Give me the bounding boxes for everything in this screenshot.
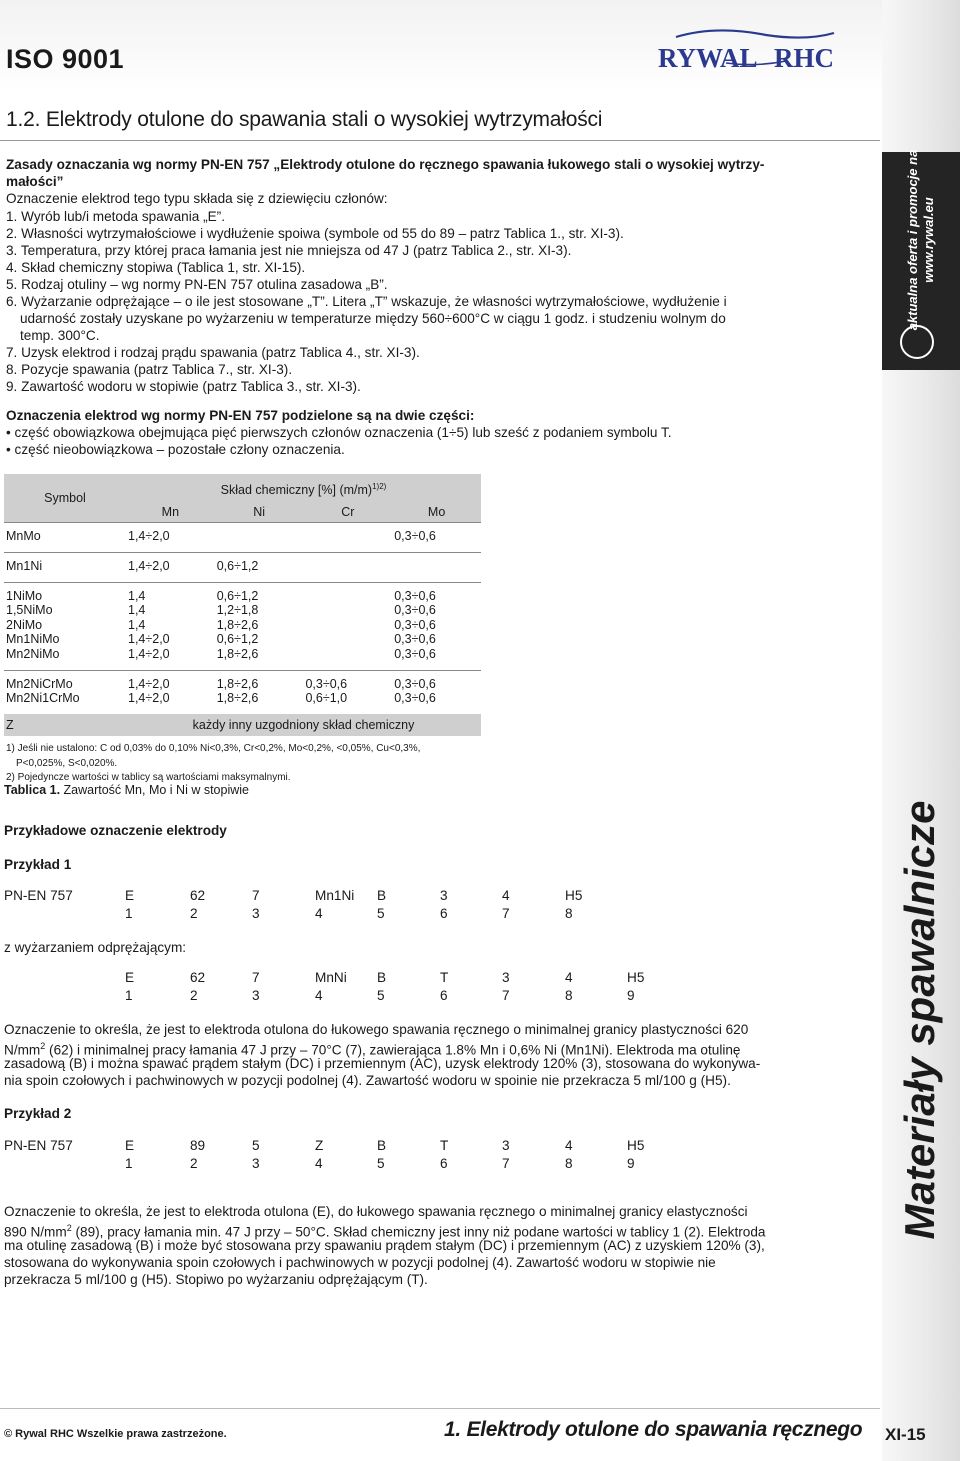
example-2-prefix: 890 N/mm <box>4 1224 67 1240</box>
cell-value: 0,6÷1,0 <box>305 691 348 706</box>
cell-symbol: Mn2Ni1CrMo <box>6 691 80 706</box>
ex1-code-9: H5 <box>565 888 583 903</box>
ex2-code-7: T <box>440 1138 449 1153</box>
table-row <box>4 632 481 647</box>
symbol-header: Symbol <box>44 490 86 505</box>
cell-value: 1,4 <box>128 603 146 618</box>
table-z-row <box>4 714 481 737</box>
ex1b-code-3: 7 <box>252 970 260 985</box>
footnote-2: 2) Pojedyncze wartości w tablicy są wartościami maksymalnymi. <box>6 772 291 784</box>
rywal-logo <box>656 27 846 77</box>
intro-item-7: 7. Uzysk elektrod i rodzaj prądu spawania (patrz Tablica 4., str. XI-3). <box>6 345 420 360</box>
example-2-desc-line5: przekracza 5 ml/100 g (H5). Stopiwo po wyżarzaniu odprężającym (T). <box>4 1272 428 1287</box>
example-2-desc-line2-text: (89), pracy łamania min. 47 J przy – 50°C. Skład chemiczny jest inny niż podane wartości w tablicy 1 (2). Elektroda <box>75 1224 766 1240</box>
logo-text-right: RHC <box>774 43 834 73</box>
group-header: Skład chemiczny [%] $(m/m)^{1)2)}$ <box>220 482 387 498</box>
table-header-row <box>4 474 481 502</box>
table-row <box>4 618 481 633</box>
cell-value <box>303 523 392 553</box>
ex1-code-3: 62 <box>190 888 206 903</box>
table-row <box>4 582 481 603</box>
z-text: każdy inny uzgodniony skład chemiczny <box>192 717 415 732</box>
division-bullet-2: • część nieobowiązkowa – pozostałe człony oznaczenia. <box>6 442 345 457</box>
example-2-desc-line4: stosowana do wykonywania spoin czołowych i pachwinowych w pozycji podolnej (4). Zawartość wodoru w stopiwie nie <box>4 1255 716 1270</box>
ex2-code-10: H5 <box>627 1138 645 1153</box>
cell-value: 1,4÷2,0 <box>128 691 170 706</box>
ex1b-code-9: H5 <box>627 970 645 985</box>
sidebar-vertical-title: Materiały spawalnicze <box>896 800 943 1240</box>
cell-value: 1,4 <box>128 588 146 603</box>
intro-item-9: 9. Zawartość wodoru w stopiwie (patrz Tablica 3., str. XI-3). <box>6 379 361 394</box>
ex2-num-5: 5 <box>377 1156 385 1171</box>
ex2-num-7: 7 <box>502 1156 510 1171</box>
ex1-code-4: 7 <box>252 888 260 903</box>
table-row <box>4 552 481 582</box>
cell-value: 1,8÷2,6 <box>216 646 259 661</box>
col-header-mo: Mo <box>427 504 446 519</box>
ex1-num-4: 4 <box>315 906 323 921</box>
division-heading: Oznaczenia elektrod wg normy PN-EN 757 podzielone są na dwie części: <box>6 408 475 423</box>
cell-symbol: MnMo <box>6 529 41 544</box>
ex2-num-8: 8 <box>565 1156 573 1171</box>
ex2-code-5: Z <box>315 1138 324 1153</box>
cell-value <box>215 523 304 553</box>
intro-item-4: 4. Skład chemiczny stopiwa (Tablica 1, str. XI-15). <box>6 260 306 275</box>
cell-symbol: 1NiMo <box>6 588 43 603</box>
cell-value: 1,4÷2,0 <box>128 646 170 661</box>
example-section-heading: Przykładowe oznaczenie elektrody <box>4 823 227 838</box>
title-rule <box>0 140 880 141</box>
ex2-num-9: 9 <box>627 1156 635 1171</box>
example-1-desc-line2-text: (62) i minimalnej pracy łamania 47 J przy – 70°C (7), zawierająca 1.8% Mn i 0,6% Ni (Mn1Ni). Elektroda ma otulinę <box>49 1042 741 1058</box>
ex2-num-1: 1 <box>125 1156 133 1171</box>
ex1b-code-1: E <box>125 970 135 985</box>
ex1-num-8: 8 <box>565 906 573 921</box>
cell-value: 0,6÷1,2 <box>216 588 259 603</box>
page-title: 1.2. Elektrody otulone do spawania stali o wysokiej wytrzymałości <box>6 108 603 131</box>
example-1-desc-line4: nia spoin czołowych i pachwinowych w pozycji podolnej (4). Zawartość wodoru w spoinie nie przekracza 5 ml/100 g (H5). <box>4 1073 731 1088</box>
cell-value: 0,3÷0,6 <box>394 617 436 632</box>
division-bullet-1: • część obowiązkowa obejmująca pięć pierwszych członów oznaczenia (1÷5) lub sześć z podaniem symbolu T. <box>6 425 672 440</box>
cell-value <box>303 552 392 582</box>
ex1b-num-7: 7 <box>502 988 510 1003</box>
promo-url[interactable]: www.rywal.eu <box>921 197 936 283</box>
unit-sup-2: 2 <box>66 1223 72 1233</box>
table-caption <box>4 782 249 799</box>
ex1b-code-6: T <box>440 970 449 985</box>
cell-value <box>303 603 392 618</box>
ex1b-num-8: 8 <box>565 988 573 1003</box>
promo-text[interactable] <box>905 150 937 331</box>
cell-value: 1,4 <box>128 617 146 632</box>
cell-symbol: Mn1Ni <box>6 558 43 573</box>
cell-symbol: Mn2NiCrMo <box>6 676 73 691</box>
cell-value <box>303 618 392 633</box>
ex1b-num-1: 1 <box>125 988 133 1003</box>
col-header-mn: Mn <box>161 504 180 519</box>
ex1b-num-9: 9 <box>627 988 635 1003</box>
table-caption-label: Tablica 1. <box>4 783 61 797</box>
footer-copyright: © Rywal RHC Wszelkie prawa zastrzeżone. <box>4 1428 227 1440</box>
cell-symbol: 2NiMo <box>6 617 43 632</box>
cell-value <box>303 647 392 670</box>
table-footnotes-row <box>4 736 481 786</box>
cell-symbol: Mn2NiMo <box>6 646 60 661</box>
ex2-num-2: 2 <box>190 1156 198 1171</box>
ex1-code-8: 4 <box>502 888 510 903</box>
ex2-num-6: 6 <box>440 1156 448 1171</box>
ex1-code-1: PN-EN 757 <box>4 888 73 903</box>
cell-value: 1,4÷2,0 <box>128 632 170 647</box>
example-1-desc-line3: zasadową (B) i można spawać prądem stałym (DC) i przemiennym (AC), uzysk elektrody 120% (3), stosowana do wykonywa- <box>4 1056 761 1071</box>
table-caption-text: Zawartość Mn, Mo i Ni w stopiwie <box>60 783 249 797</box>
ex1-num-5: 5 <box>377 906 385 921</box>
ex1b-code-2: 62 <box>190 970 206 985</box>
footer-chapter: 1. Elektrody otulone do spawania ręcznego <box>444 1418 863 1441</box>
cell-value: 1,8÷2,6 <box>216 617 259 632</box>
ex1-num-1: 1 <box>125 906 133 921</box>
intro-heading-line1: Zasady oznaczania wg normy PN-EN 757 „Elektrody otulone do ręcznego spawania łukowego stali o wysokiej wytrzy- <box>6 157 765 172</box>
table-row <box>4 647 481 670</box>
intro-item-5: 5. Rodzaj otuliny – wg normy PN-EN 757 otulina zasadowa „B”. <box>6 277 388 292</box>
footnote-1-line2: P<0,025%, S<0,020%. <box>16 757 118 769</box>
example-2-title: Przykład 2 <box>4 1106 72 1121</box>
ex2-num-4: 4 <box>315 1156 323 1171</box>
example-2-desc-line3: ma otulinę zasadową (B) i może być stosowana przy spawaniu prądem stałym (DC) i przemiennym (AC) z uzyskiem 120% (3), <box>4 1238 765 1253</box>
ex1-num-7: 7 <box>502 906 510 921</box>
cell-symbol: Mn1NiMo <box>6 632 60 647</box>
footnote-1-line1: 1) Jeśli nie ustalono: C od 0,03% do 0,10% Ni<0,3%, Cr<0,2%, Mo<0,2%, <0,05%, Cu<0,3%, <box>6 743 421 755</box>
example-1-annealed-label: z wyżarzaniem odprężającym: <box>4 940 187 955</box>
intro-item-8: 8. Pozycje spawania (patrz Tablica 7., str. XI-3). <box>6 362 293 377</box>
cell-value: 1,4÷2,0 <box>128 558 170 573</box>
intro-item-1: 1. Wyrób lub/i metoda spawania „E”. <box>6 209 225 224</box>
page-number: XI-15 <box>885 1425 926 1444</box>
table-row <box>4 691 481 714</box>
cell-value <box>303 632 392 647</box>
ex2-code-9: 4 <box>565 1138 573 1153</box>
cell-value: 1,4÷2,0 <box>128 529 170 544</box>
intro-heading-line2: małości” <box>6 174 64 189</box>
intro-item-3: 3. Temperatura, przy której praca łamania jest nie mniejsza od 47 J (patrz Tablica 2., str. XI-3). <box>6 243 572 258</box>
ex2-code-4: 5 <box>252 1138 260 1153</box>
ex1-num-2: 2 <box>190 906 198 921</box>
cell-value: 0,6÷1,2 <box>216 558 259 573</box>
intro-lead: Oznaczenie elektrod tego typu składa się z dziewięciu członów: <box>6 191 388 206</box>
ex1-num-6: 6 <box>440 906 448 921</box>
cell-symbol: 1,5NiMo <box>6 603 53 618</box>
ex1b-code-7: 3 <box>502 970 510 985</box>
ex2-num-3: 3 <box>252 1156 260 1171</box>
intro-item-6-cont1: udarność zostały uzyskane po wyżarzeniu w temperaturze między 560÷600°C w ciągu 1 godz. i studzeniu wolnym do <box>20 311 726 326</box>
ex1-code-2: E <box>125 888 135 903</box>
unit-sup: 2 <box>40 1041 46 1051</box>
table-row <box>4 603 481 618</box>
intro-item-2: 2. Własności wytrzymałościowe i wydłużenie spoiwa (symbole od 55 do 89 – patrz Tablica 1., str. XI-3). <box>6 226 624 241</box>
z-symbol: Z <box>6 717 14 732</box>
right-sidebar <box>882 0 960 1461</box>
www-badge-icon <box>900 325 934 359</box>
cell-value: 0,3÷0,6 <box>305 676 348 691</box>
col-header-ni: Ni <box>253 504 265 519</box>
cell-value <box>392 552 481 582</box>
cell-value: 0,3÷0,6 <box>394 632 436 647</box>
ex1b-num-5: 5 <box>377 988 385 1003</box>
cell-value: 0,3÷0,6 <box>394 529 436 544</box>
ex1b-num-6: 6 <box>440 988 448 1003</box>
promo-line1: aktualna oferta i promocje na <box>905 149 920 331</box>
cell-value: 1,8÷2,6 <box>216 676 259 691</box>
ex2-code-2: E <box>125 1138 135 1153</box>
cell-value: 0,3÷0,6 <box>394 588 436 603</box>
table-row <box>4 670 481 691</box>
table-footnotes <box>4 736 481 786</box>
example-1-title: Przykład 1 <box>4 857 72 872</box>
ex1b-num-2: 2 <box>190 988 198 1003</box>
example-2-desc-line1: Oznaczenie to określa, że jest to elektroda otulona (E), do łukowego spawania ręcznego o minimalnej granicy elastyczności <box>4 1204 748 1219</box>
ex1b-num-4: 4 <box>315 988 323 1003</box>
ex1-code-5: Mn1Ni <box>315 888 355 903</box>
ex2-code-1: PN-EN 757 <box>4 1138 73 1153</box>
iso-label: ISO 9001 <box>6 44 125 74</box>
chemical-composition-table <box>4 474 481 786</box>
ex1-num-3: 3 <box>252 906 260 921</box>
footer-rule <box>0 1408 880 1409</box>
cell-value: 1,4÷2,0 <box>128 676 170 691</box>
table-row <box>4 523 481 553</box>
ex1b-code-5: B <box>377 970 387 985</box>
example-1-desc-line1: Oznaczenie to określa, że jest to elektroda otulona do łukowego spawania ręcznego o minimalnej granicy plastyczności 620 <box>4 1022 749 1037</box>
ex2-code-6: B <box>377 1138 387 1153</box>
cell-value: 0,3÷0,6 <box>394 646 436 661</box>
cell-value: 1,8÷2,6 <box>216 691 259 706</box>
cell-value: 0,3÷0,6 <box>394 676 436 691</box>
cell-value: 0,3÷0,6 <box>394 603 436 618</box>
ex2-code-8: 3 <box>502 1138 510 1153</box>
cell-value: 0,6÷1,2 <box>216 632 259 647</box>
ex1b-num-3: 3 <box>252 988 260 1003</box>
ex1b-code-4: MnNi <box>315 970 347 985</box>
col-header-cr: Cr <box>341 504 355 519</box>
cell-value: 1,2÷1,8 <box>216 603 259 618</box>
unit-nmm: N/mm <box>4 1042 41 1058</box>
ex1-code-7: 3 <box>440 888 448 903</box>
intro-item-6: 6. Wyżarzanie odprężające – o ile jest stosowane „T”. Litera „T” wskazuje, że własności wytrzymałościowe, wydłużenie i <box>6 294 727 309</box>
ex2-code-3: 89 <box>190 1138 206 1153</box>
logo-text-left: RYWAL <box>658 43 758 73</box>
cell-value <box>303 582 392 603</box>
ex1b-code-8: 4 <box>565 970 573 985</box>
cell-value: 0,3÷0,6 <box>394 691 436 706</box>
ex1-code-6: B <box>377 888 387 903</box>
intro-item-6-cont2: temp. 300°C. <box>20 328 100 343</box>
